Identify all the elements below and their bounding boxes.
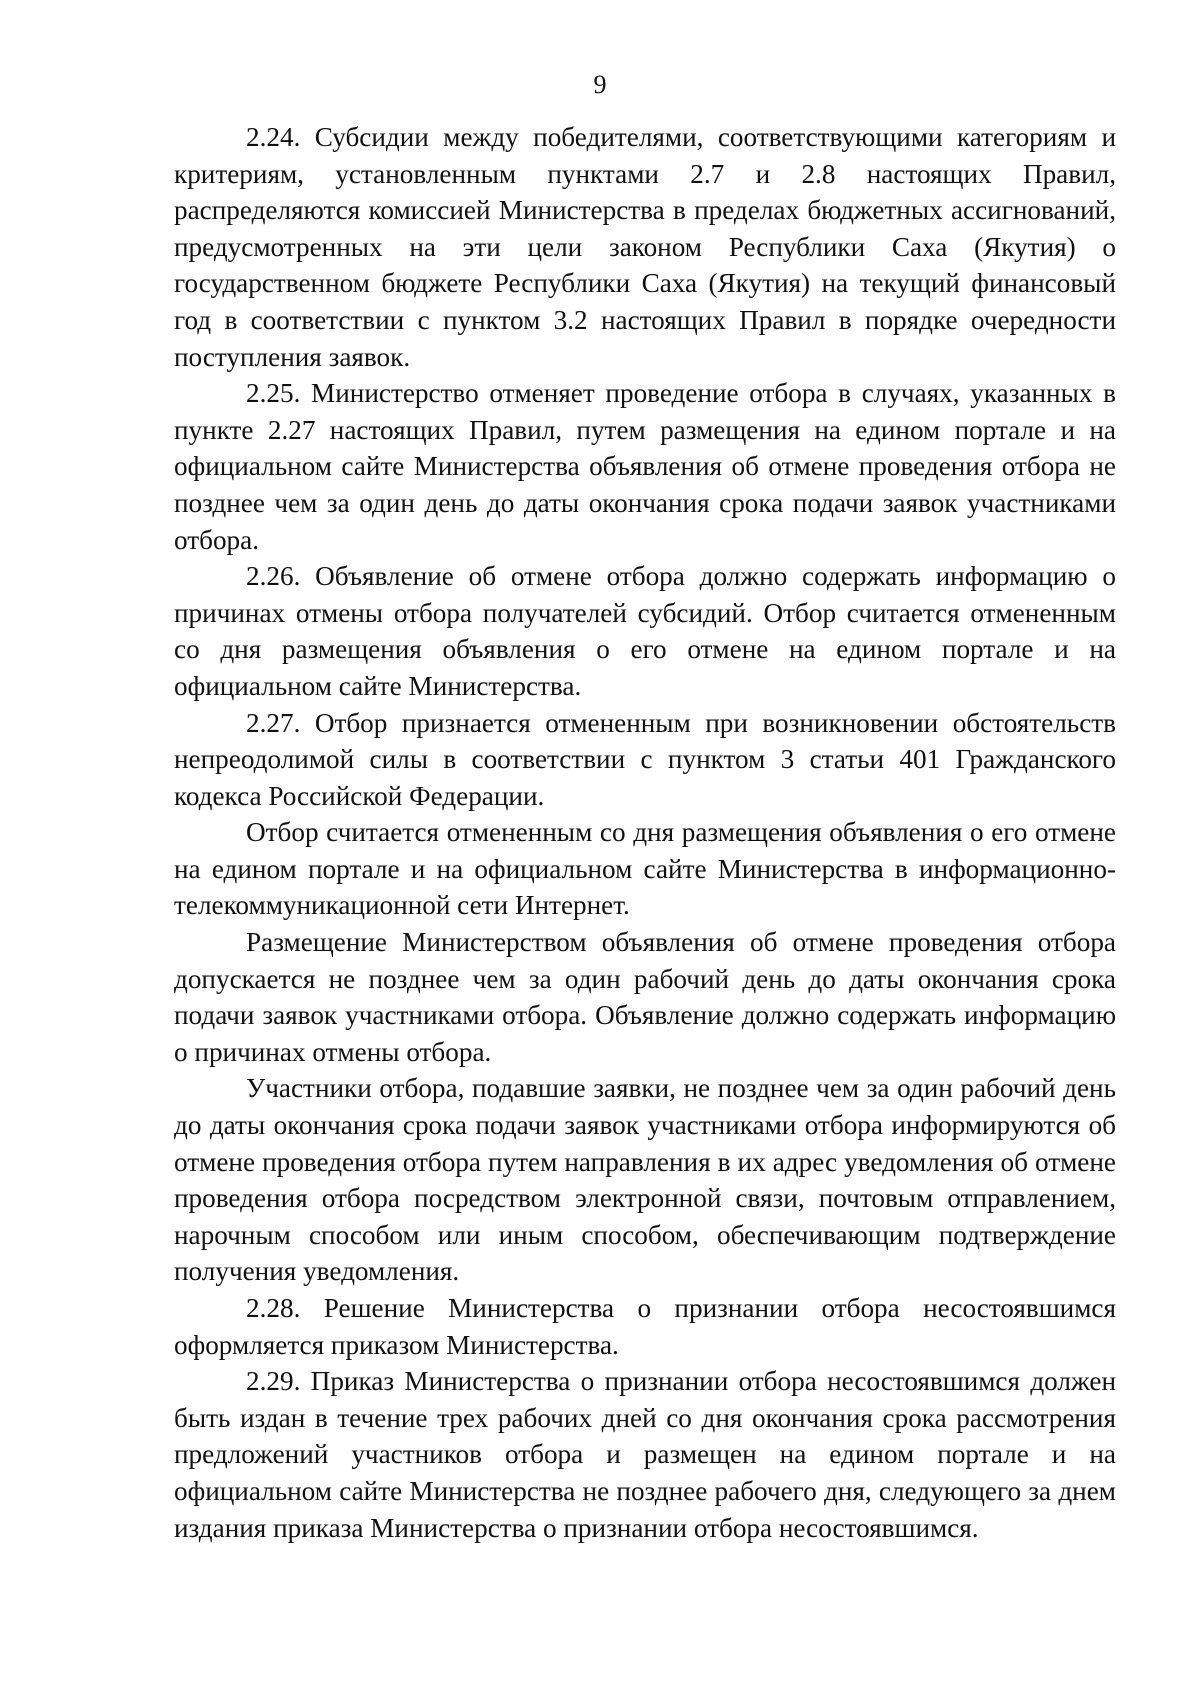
paragraph-2-28: 2.28. Решение Министерства о признании отбора несостоявшимся оформляется приказом Министерства. — [174, 1293, 1116, 1360]
paragraph-2-27-cancellation-date: Отбор считается отмененным со дня размещения объявления о его отмене на едином портале и на официальном сайте Министерства в информационно-телекоммуникационной сети Интернет. — [174, 817, 1116, 921]
page-number: 9 — [593, 70, 607, 99]
document-body — [174, 119, 1116, 1546]
paragraph-2-27-participants-notice: Участники отбора, подавшие заявки, не позднее чем за один рабочий день до даты окончания срока подачи заявок участниками отбора информируются об отмене проведения отбора путем направления в их адрес уведомления об отмене проведения отбора посредством электронной связи, почтовым отправлением, нарочным способом или иным способом, обеспечивающим подтверждение получения уведомления. — [174, 1073, 1116, 1287]
paragraph-2-29: 2.29. Приказ Министерства о признании отбора несостоявшимся должен быть издан в течение трех рабочих дней со дня окончания срока рассмотрения предложений участников отбора и размещен на едином портале и на официальном сайте Министерства не позднее рабочего дня, следующего за днем издания приказа Министерства о признании отбора несостоявшимся. — [174, 1366, 1116, 1543]
paragraph-2-27: 2.27. Отбор признается отмененным при возникновении обстоятельств непреодолимой силы в соответствии с пунктом 3 статьи 401 Гражданского кодекса Российской Федерации. — [174, 707, 1116, 811]
paragraph-2-27-announcement: Размещение Министерством объявления об отмене проведения отбора допускается не позднее чем за один рабочий день до даты окончания срока подачи заявок участниками отбора. Объявление должно содержать информацию о причинах отмены отбора. — [174, 927, 1116, 1067]
paragraph-2-24: 2.24. Субсидии между победителями, соответствующими категориям и критериям, установленным пунктами 2.7 и 2.8 настоящих Правил, распределяются комиссией Министерства в пределах бюджетных ассигнований, предусмотренных на эти цели законом Республики Саха (Якутия) о государственном бюджете Республики Саха (Якутия) на текущий финансовый год в соответствии с пунктом 3.2 настоящих Правил в порядке очередности поступления заявок. — [174, 122, 1116, 372]
paragraph-2-26: 2.26. Объявление об отмене отбора должно содержать информацию о причинах отмены отбора получателей субсидий. Отбор считается отмененным со дня размещения объявления о его отмене на едином портале и на официальном сайте Министерства. — [174, 561, 1116, 701]
paragraph-2-25: 2.25. Министерство отменяет проведение отбора в случаях, указанных в пункте 2.27 настоящих Правил, путем размещения на едином портале и на официальном сайте Министерства объявления об отмене проведения отбора не позднее чем за один день до даты окончания срока подачи заявок участниками отбора. — [174, 378, 1116, 555]
